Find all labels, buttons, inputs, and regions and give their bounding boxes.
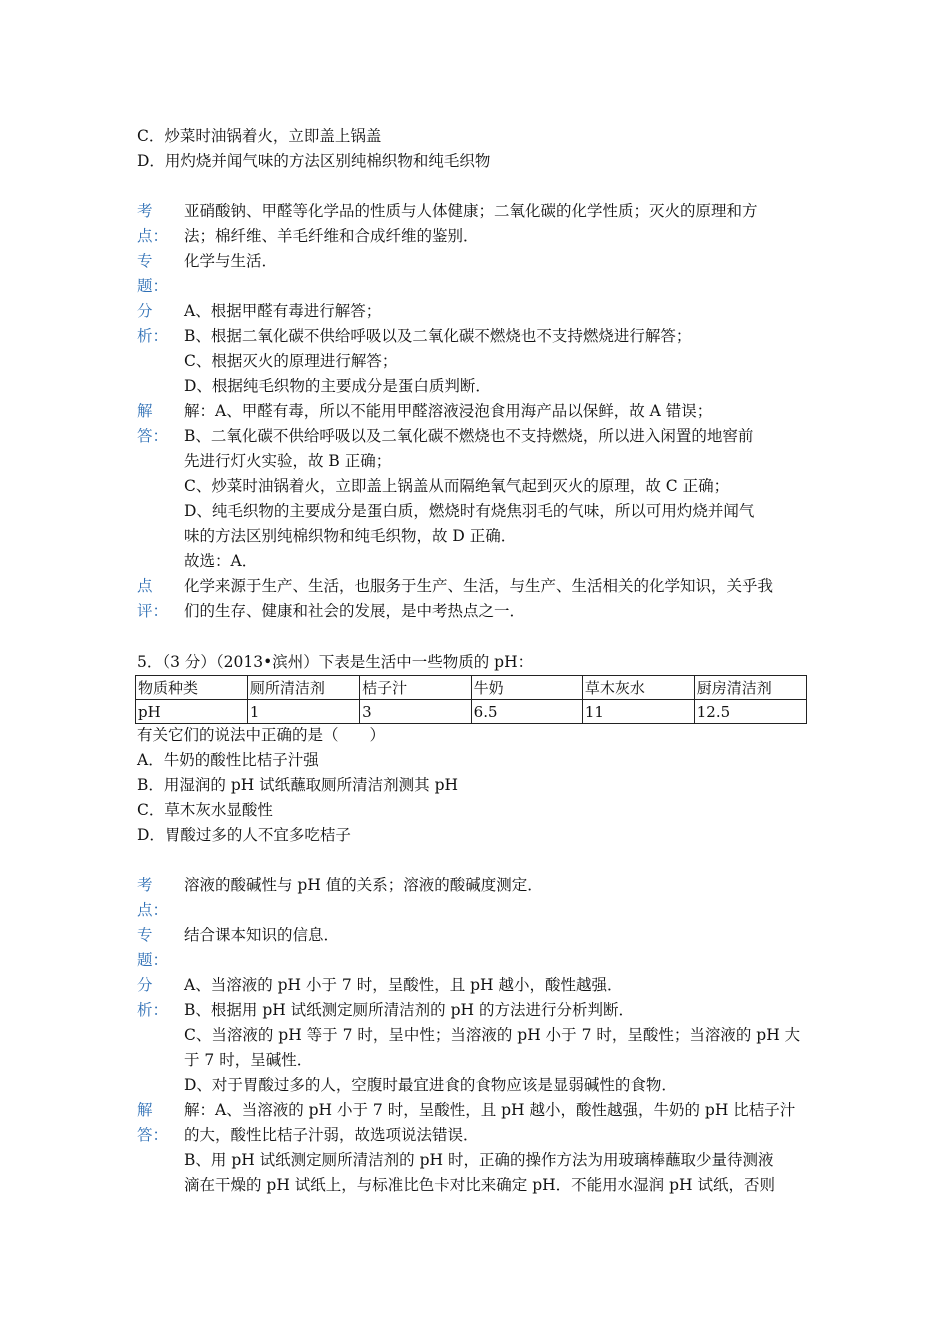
jieda-text: B、用 pH 试纸测定厕所清洁剂的 pH 时，正确的操作方法为用玻璃棒蘸取少量待测液 bbox=[184, 1151, 774, 1169]
q5-stem: 5．（3 分）（2013•滨州）下表是生活中一些物质的 pH： bbox=[137, 653, 534, 671]
table-cell: 牛奶 bbox=[471, 676, 582, 700]
jieda-text: 的大，酸性比桔子汁弱，故选项说法错误． bbox=[184, 1126, 479, 1144]
dianping-label: 点 bbox=[137, 577, 153, 595]
q4-option-d: D．用灼烧并闻气味的方法区别纯棉织物和纯毛织物 bbox=[137, 152, 491, 170]
table-cell: 11 bbox=[582, 700, 694, 724]
dianping-text: 们的生存、健康和社会的发展，是中考热点之一． bbox=[184, 602, 526, 620]
q4-option-c: C．炒菜时油锅着火，立即盖上锅盖 bbox=[137, 127, 382, 145]
fenxi-text: B、根据二氧化碳不供给呼吸以及二氧化碳不燃烧也不支持燃烧进行解答； bbox=[184, 327, 692, 345]
ph-table bbox=[135, 675, 807, 724]
fenxi-label: 分 bbox=[137, 976, 153, 994]
dianping-label: 评： bbox=[137, 602, 169, 620]
jieda-label: 答： bbox=[137, 1126, 169, 1144]
kaodian-label: 点： bbox=[137, 901, 169, 919]
table-cell: 6.5 bbox=[471, 700, 582, 724]
table-row bbox=[136, 676, 807, 700]
table-cell: 厕所清洁剂 bbox=[247, 676, 359, 700]
jieda-text: C、炒菜时油锅着火，立即盖上锅盖从而隔绝氧气起到灭火的原理，故 C 正确； bbox=[184, 477, 730, 495]
fenxi-text: A、当溶液的 pH 小于 7 时，呈酸性，且 pH 越小，酸性越强． bbox=[184, 976, 623, 994]
q5-option-c: C．草木灰水显酸性 bbox=[137, 801, 273, 819]
table-cell: 桔子汁 bbox=[360, 676, 472, 700]
table-cell: 草木灰水 bbox=[582, 676, 694, 700]
q5-question: 有关它们的说法中正确的是（ ） bbox=[137, 726, 386, 744]
fenxi-text: C、根据灭火的原理进行解答； bbox=[184, 352, 398, 370]
zhuanti-label: 专 bbox=[137, 252, 153, 270]
dianping-text: 化学来源于生产、生活，也服务于生产、生活，与生产、生活相关的化学知识，关乎我 bbox=[184, 577, 774, 595]
zhuanti-label: 题： bbox=[137, 951, 169, 969]
table-cell: 厨房清洁剂 bbox=[694, 676, 806, 700]
table-row bbox=[136, 700, 807, 724]
zhuanti-text: 化学与生活． bbox=[184, 252, 278, 270]
jieda-text: 先进行灯火实验，故 B 正确； bbox=[184, 452, 392, 470]
fenxi-text: D、根据纯毛织物的主要成分是蛋白质判断． bbox=[184, 377, 491, 395]
kaodian-label: 点： bbox=[137, 227, 169, 245]
q5-option-b: B．用湿润的 pH 试纸蘸取厕所清洁剂测其 pH bbox=[137, 776, 459, 794]
jieda-text: B、二氧化碳不供给呼吸以及二氧化碳不燃烧也不支持燃烧，所以进入闲置的地窖前 bbox=[184, 427, 754, 445]
q4-analysis bbox=[137, 199, 817, 624]
kaodian-label: 考 bbox=[137, 202, 153, 220]
q5-option-d: D．胃酸过多的人不宜多吃桔子 bbox=[137, 826, 351, 844]
jieda-label: 答： bbox=[137, 427, 169, 445]
jieda-label: 解 bbox=[137, 402, 153, 420]
zhuanti-label: 题： bbox=[137, 277, 169, 295]
q5-option-a: A．牛奶的酸性比桔子汁强 bbox=[137, 751, 319, 769]
fenxi-label: 分 bbox=[137, 302, 153, 320]
zhuanti-label: 专 bbox=[137, 926, 153, 944]
kaodian-label: 考 bbox=[137, 876, 153, 894]
kaodian-text: 亚硝酸钠、甲醛等化学品的性质与人体健康；二氧化碳的化学性质；灭火的原理和方 bbox=[184, 202, 758, 220]
jieda-label: 解 bbox=[137, 1101, 153, 1119]
fenxi-text: D、对于胃酸过多的人，空腹时最宜进食的食物应该是显弱碱性的食物． bbox=[184, 1076, 677, 1094]
fenxi-text: A、根据甲醛有毒进行解答； bbox=[184, 302, 382, 320]
fenxi-text: C、当溶液的 pH 等于 7 时，呈中性；当溶液的 pH 小于 7 时，呈酸性；当溶液的 pH 大 bbox=[184, 1026, 801, 1044]
table-cell: 物质种类 bbox=[136, 676, 248, 700]
jieda-text: 故选：A． bbox=[184, 552, 258, 570]
jieda-text: D、纯毛织物的主要成分是蛋白质，燃烧时有烧焦羽毛的气味，所以可用灼烧并闻气 bbox=[184, 502, 755, 520]
fenxi-text: 于 7 时，呈碱性． bbox=[184, 1051, 313, 1069]
kaodian-text: 溶液的酸碱性与 pH 值的关系；溶液的酸碱度测定． bbox=[184, 876, 543, 894]
fenxi-text: B、根据用 pH 试纸测定厕所清洁剂的 pH 的方法进行分析判断． bbox=[184, 1001, 634, 1019]
fenxi-label: 析： bbox=[137, 1001, 169, 1019]
q5-analysis bbox=[137, 873, 817, 1198]
jieda-text: 滴在干燥的 pH 试纸上，与标准比色卡对比来确定 pH．不能用水湿润 pH 试纸，否则 bbox=[184, 1176, 775, 1194]
jieda-text: 解：A、甲醛有毒，所以不能用甲醛溶液浸泡食用海产品以保鲜，故 A 错误； bbox=[184, 402, 713, 420]
kaodian-text: 法；棉纤维、羊毛纤维和合成纤维的鉴别． bbox=[184, 227, 479, 245]
jieda-text: 味的方法区别纯棉织物和纯毛织物，故 D 正确． bbox=[184, 527, 517, 545]
table-cell: 1 bbox=[247, 700, 359, 724]
fenxi-label: 析： bbox=[137, 327, 169, 345]
table-cell: 3 bbox=[360, 700, 472, 724]
zhuanti-text: 结合课本知识的信息． bbox=[184, 926, 340, 944]
table-cell: 12.5 bbox=[694, 700, 806, 724]
table-cell: pH bbox=[136, 700, 248, 724]
jieda-text: 解：A、当溶液的 pH 小于 7 时，呈酸性，且 pH 越小，酸性越强，牛奶的 pH 比桔子汁 bbox=[184, 1101, 796, 1119]
